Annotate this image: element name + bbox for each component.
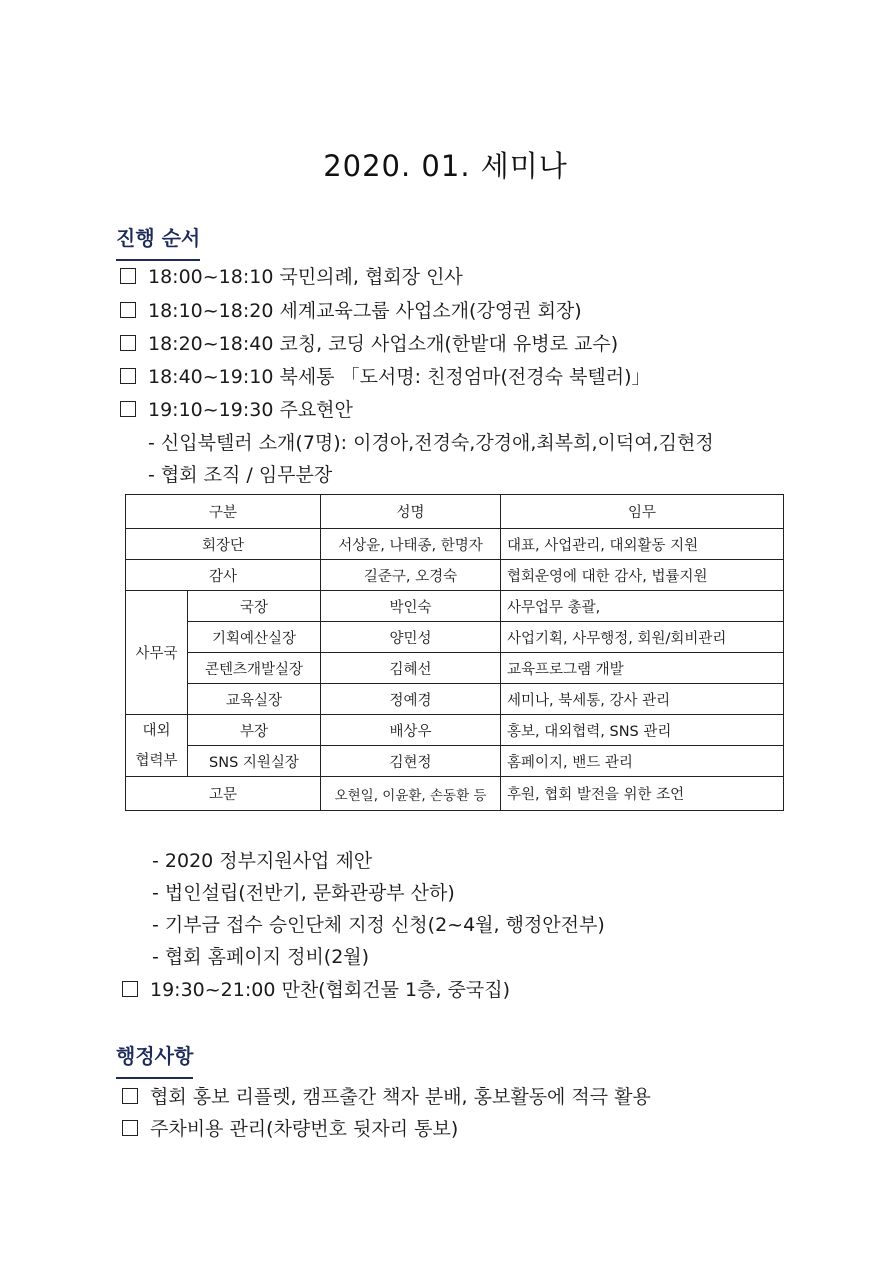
duty-cell: 협회운영에 대한 감사, 법률지원 xyxy=(501,560,784,591)
header-cell: 구분 xyxy=(126,495,321,529)
table-row xyxy=(126,560,784,591)
sub-item: - 기부금 접수 승인단체 지정 신청(2~4월, 행정안전부) xyxy=(152,914,605,936)
item-text: 19:30~21:00 만찬(협회건물 1층, 중국집) xyxy=(150,979,511,1001)
section-heading-text: 행정사항 xyxy=(116,1044,194,1068)
sub-item: - 협회 조직 / 임무분장 xyxy=(148,464,333,486)
sub-item: - 법인설립(전반기, 문화관광부 산하) xyxy=(152,882,455,904)
names-cell: 정예경 xyxy=(321,684,501,715)
checklist-item xyxy=(120,296,582,323)
table-row xyxy=(126,622,784,653)
table-row xyxy=(126,715,784,746)
heading-underline xyxy=(116,1077,193,1079)
role-cell: 국장 xyxy=(188,591,321,622)
duty-cell: 세미나, 북세통, 강사 관리 xyxy=(501,684,784,715)
item-text: 18:40~19:10 북세통 「도서명: 친정엄마(전경숙 북텔러)」 xyxy=(148,366,651,388)
sub-item: - 신입북텔러 소개(7명): 이경아,전경숙,강경애,최복희,이덕여,김현정 xyxy=(148,432,714,454)
section-heading-admin xyxy=(116,1040,193,1073)
category-cell: 감사 xyxy=(126,560,321,591)
role-cell: 기획예산실장 xyxy=(188,622,321,653)
checkbox-icon xyxy=(122,1088,138,1104)
duty-cell: 대표, 사업관리, 대외활동 지원 xyxy=(501,529,784,560)
names-cell: 서상윤, 나태종, 한명자 xyxy=(321,529,501,560)
checkbox-icon xyxy=(120,335,136,351)
item-text: 19:10~19:30 주요현안 xyxy=(148,399,353,421)
category-cell: 회장단 xyxy=(126,529,321,560)
names-cell: 박인숙 xyxy=(321,591,501,622)
role-cell: SNS 지원실장 xyxy=(188,746,321,777)
item-text: 18:00~18:10 국민의례, 협회장 인사 xyxy=(148,266,463,288)
duty-cell: 홍보, 대외협력, SNS 관리 xyxy=(501,715,784,746)
item-text: 주차비용 관리(차량번호 뒷자리 통보) xyxy=(150,1118,459,1140)
checkbox-icon xyxy=(120,268,136,284)
sub-item: - 협회 홈페이지 정비(2월) xyxy=(152,946,370,968)
duty-cell: 교육프로그램 개발 xyxy=(501,653,784,684)
names-cell: 양민성 xyxy=(321,622,501,653)
table-row xyxy=(126,777,784,811)
table-row xyxy=(126,529,784,560)
item-text: 협회 홍보 리플렛, 캠프출간 책자 분배, 홍보활동에 적극 활용 xyxy=(150,1086,651,1108)
checkbox-icon xyxy=(120,401,136,417)
item-text: 18:10~18:20 세계교육그룹 사업소개(강영권 회장) xyxy=(148,300,582,322)
checklist-item xyxy=(122,1082,651,1109)
table-row xyxy=(126,653,784,684)
header-cell: 성명 xyxy=(321,495,501,529)
role-cell: 콘텐츠개발실장 xyxy=(188,653,321,684)
table-header-row xyxy=(126,495,784,529)
duty-cell: 홈페이지, 밴드 관리 xyxy=(501,746,784,777)
names-cell: 김혜선 xyxy=(321,653,501,684)
header-cell: 임무 xyxy=(501,495,784,529)
duty-cell: 후원, 협회 발전을 위한 조언 xyxy=(501,777,784,811)
names-cell: 김현정 xyxy=(321,746,501,777)
checkbox-icon xyxy=(120,368,136,384)
table-row xyxy=(126,591,784,622)
role-cell: 부장 xyxy=(188,715,321,746)
checklist-item xyxy=(120,329,618,356)
table-row xyxy=(126,684,784,715)
checkbox-icon xyxy=(122,1120,138,1136)
checklist-item xyxy=(120,395,353,422)
page-title: 2020. 01. 세미나 xyxy=(323,149,568,183)
duty-cell: 사무업무 총괄, xyxy=(501,591,784,622)
sub-item: - 2020 정부지원사업 제안 xyxy=(152,850,373,872)
checklist-item xyxy=(122,1114,458,1141)
checkbox-icon xyxy=(122,981,138,997)
heading-underline xyxy=(116,259,200,261)
group-label-line: 대외 xyxy=(142,722,171,739)
section-heading-text: 진행 순서 xyxy=(116,226,201,250)
names-cell: 배상우 xyxy=(321,715,501,746)
organization-table xyxy=(125,494,784,811)
category-cell: 고문 xyxy=(126,777,321,811)
names-cell: 오현일, 이윤환, 손동환 등 xyxy=(321,777,501,811)
checklist-item xyxy=(122,975,510,1002)
role-cell: 교육실장 xyxy=(188,684,321,715)
section-heading-schedule xyxy=(116,222,200,255)
group-label-line: 협력부 xyxy=(135,752,178,769)
checklist-item xyxy=(120,262,463,289)
checkbox-icon xyxy=(120,302,136,318)
table-row xyxy=(126,746,784,777)
group-cell xyxy=(126,715,188,777)
duty-cell: 사업기획, 사무행정, 회원/회비관리 xyxy=(501,622,784,653)
names-cell: 길준구, 오경숙 xyxy=(321,560,501,591)
item-text: 18:20~18:40 코칭, 코딩 사업소개(한밭대 유병로 교수) xyxy=(148,333,619,355)
group-cell: 사무국 xyxy=(126,591,188,715)
checklist-item xyxy=(120,362,650,389)
